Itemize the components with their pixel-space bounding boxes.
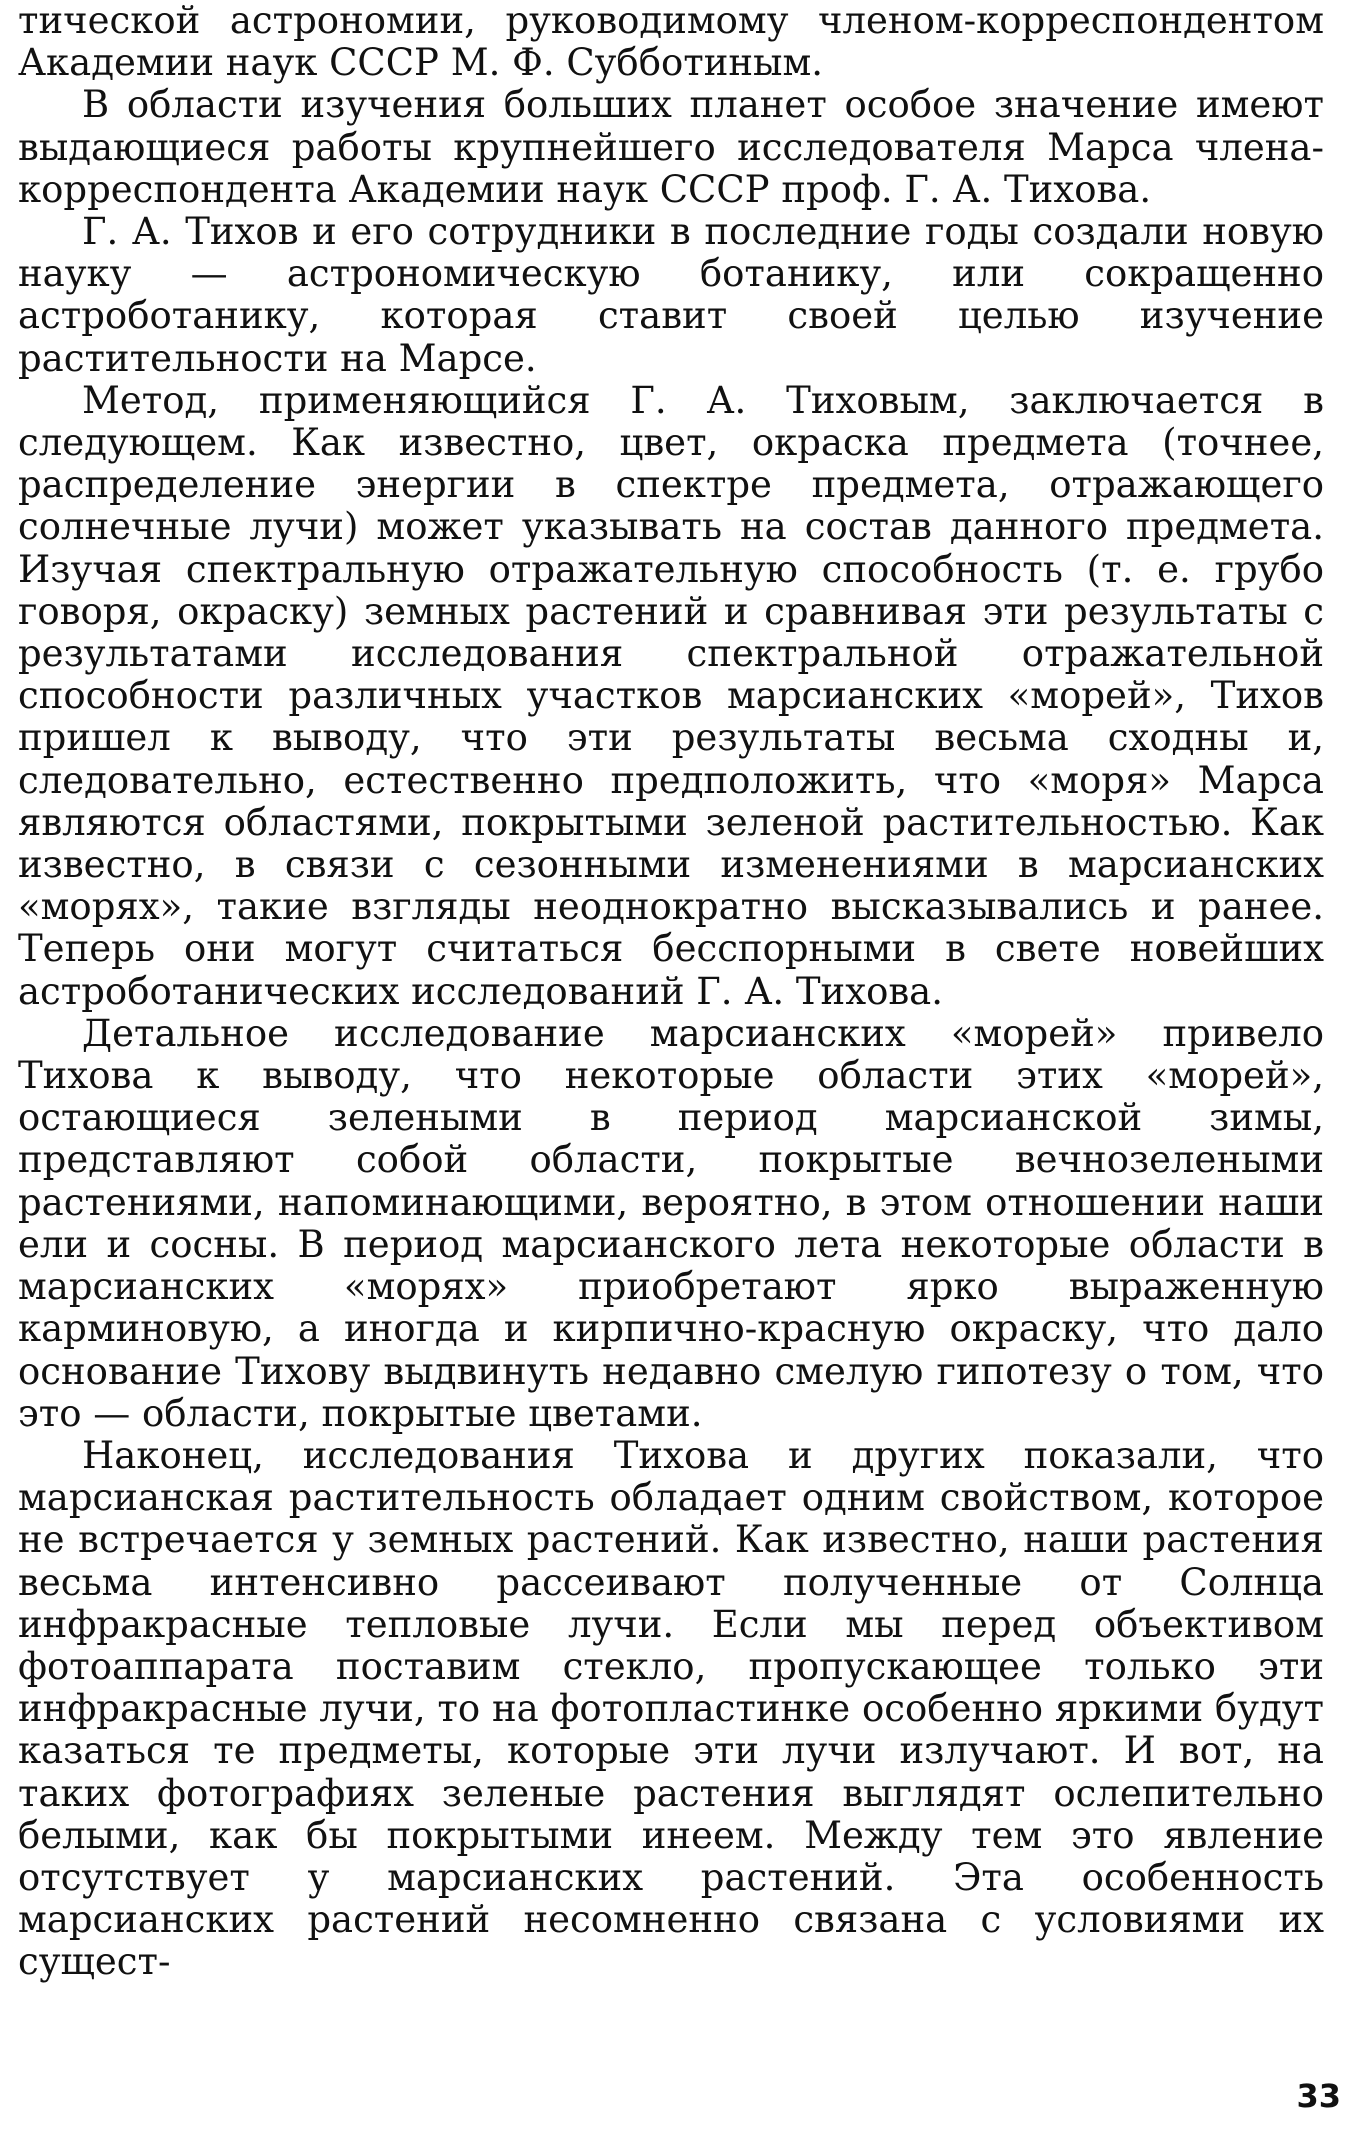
paragraph-major-planets: В области изучения больших планет особое значение имеют выдающиеся работы крупнейшего исследователя Марса члена-корреспондента Академии наук СССР проф. Г. А. Тихова.: [18, 83, 1324, 211]
paragraph-infrared: Наконец, исследования Тихова и других показали, что марсианская растительность обладает одним свойством, которое не встречается у земных растений. Как известно, наши растения весьма интенсивно рассеивают полученные от Солнца инфракрасные тепловые лучи. Если мы перед объективом фотоаппарата поставим стекло, пропускающее только эти инфракрасные лучи, то на фотопластинке особенно яркими будут казаться те предметы, которые эти лучи излучают. И вот, на таких фотографиях зеленые растения выглядят ослепительно белыми, как бы покрытыми инеем. Между тем это явление отсутствует у марсианских растений. Эта особенность марсианских растений несомненно связана с условиями их сущест-: [18, 1433, 1324, 1984]
paragraph-method: Метод, применяющийся Г. А. Тиховым, заключается в следующем. Как известно, цвет, окраска предмета (точнее, распределение энергии в спектре предмета, отражающего солнечные лучи) может указывать на состав данного предмета. Изучая спектральную отражательную способность (т. е. грубо говоря, окраску) земных растений и сравнивая эти результаты с результатами исследования спектральной отражательной способности различных участков марсианских «морей», Тихов пришел к выводу, что эти результаты весьма сходны и, следовательно, естественно предположить, что «моря» Марса являются областями, покрытыми зеленой растительностью. Как известно, в связи с сезонными изменениями в марсианских «морях», такие взгляды неоднократно высказывались и ранее. Теперь они могут считаться бесспорными в свете новейших астроботанических исследований Г. А. Тихова.: [18, 378, 1324, 1013]
paragraph-astrobotany: Г. А. Тихов и его сотрудники в последние годы создали новую науку — астрономическую ботанику, или сокращенно астроботанику, которая ставит своей целью изучение растительности на Марсе.: [18, 210, 1324, 380]
page-number: 33: [1296, 2077, 1341, 2115]
book-page: [18, 0, 1324, 2139]
paragraph-continued: тической астрономии, руководимому членом-корреспондентом Академии наук СССР М. Ф. Субботиным.: [18, 0, 1324, 85]
paragraph-seas-study: Детальное исследование марсианских «морей» привело Тихова к выводу, что некоторые области этих «морей», остающиеся зелеными в период марсианской зимы, представляют собой области, покрытые вечнозелеными растениями, напоминающими, вероятно, в этом отношении наши ели и сосны. В период марсианского лета некоторые области в марсианских «морях» приобретают ярко выраженную карминовую, а иногда и кирпично-красную окраску, что дало основание Тихову выдвинуть недавно смелую гипотезу о том, что это — области, покрытые цветами.: [18, 1011, 1324, 1435]
